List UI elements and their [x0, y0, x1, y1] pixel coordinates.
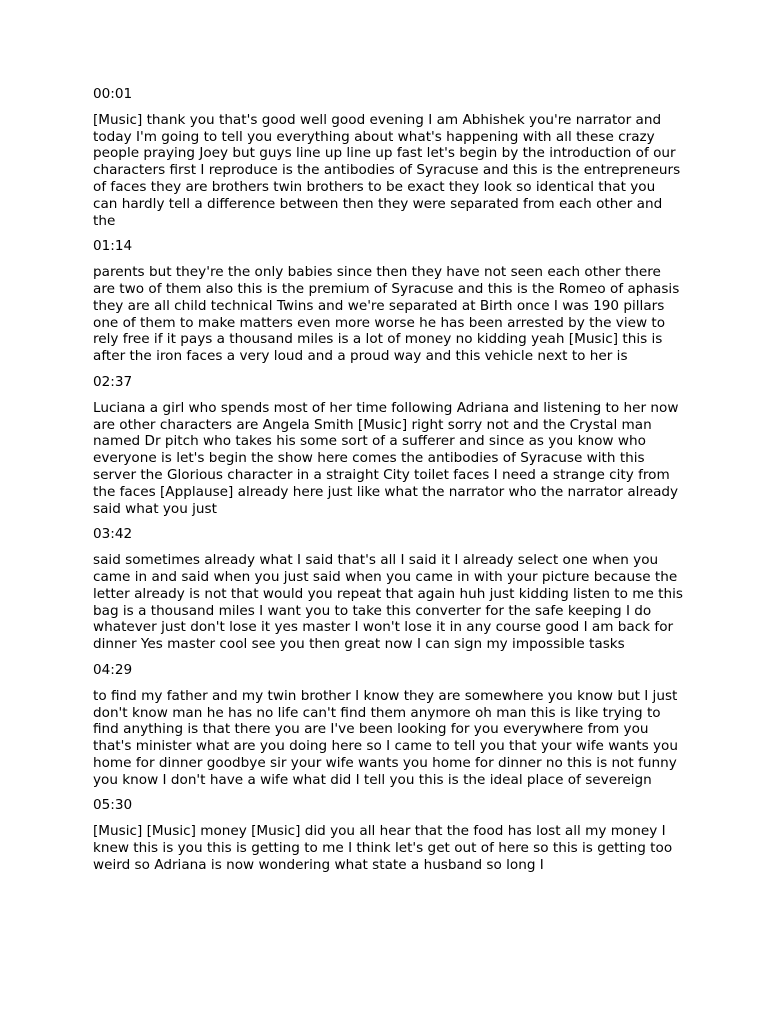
transcript-paragraph: parents but they're the only babies since then they have not seen each other there are two of them also this is the premium of Syracuse and this is the Romeo of aphasis they are all child technical Twins and we're separated at Birth once I was 190 pillars one of them to make matters even more worse he has been arrested by the view to rely free if it pays a thousand miles is a lot of money no kidding yeah [Music] this is after the iron faces a very loud and a proud way and this vehicle next to her is [93, 264, 680, 365]
transcript-document [93, 86, 683, 883]
transcript-paragraph: [Music] [Music] money [Music] did you all hear that the food has lost all my money I knew this is you this is getting to me I think let's get out of here so this is getting too weird so Adriana is now wondering what state a husband so long I [93, 823, 673, 873]
transcript-paragraph: to find my father and my twin brother I know they are somewhere you know but I just don't know man he has no life can't find them anymore oh man this is like trying to find anything is that there you are I've been looking for you everywhere from you that's minister what are you doing here so I came to tell you that your wife wants you home for dinner goodbye sir your wife wants you home for dinner no this is not funny you know I don't have a wife what did I tell you this is the ideal place of severeign [93, 687, 678, 788]
transcript-section-2 [93, 238, 683, 365]
timestamp: 00:01 [93, 86, 133, 102]
transcript-section-3 [93, 374, 683, 517]
transcript-section-4 [93, 526, 683, 653]
timestamp: 01:14 [93, 238, 133, 255]
timestamp: 05:30 [93, 797, 133, 814]
transcript-section-1 [93, 86, 683, 229]
transcript-paragraph: said sometimes already what I said that's all I said it I already select one when you came in and said when you just said when you came in with your picture because the letter already is not that would you repeat that again huh just kidding listen to me this bag is a thousand miles I want you to take this converter for the safe keeping I do whatever just don't lose it yes master I won't lose it in any course good I am back for dinner Yes master cool see you then great now I can sign my impossible tasks [93, 552, 683, 653]
timestamp: 02:37 [93, 373, 133, 390]
transcript-section-6 [93, 797, 683, 873]
timestamp: 04:29 [93, 661, 133, 678]
timestamp: 03:42 [93, 526, 133, 543]
transcript-section-5 [93, 662, 683, 789]
transcript-paragraph: Luciana a girl who spends most of her time following Adriana and listening to her now are other characters are Angela Smith [Music] right sorry not and the Crystal man named Dr pitch who takes his some sort of a sufferer and since as you know who everyone is let's begin the show here comes the antibodies of Syracuse with this server the Glorious character in a straight City toilet faces I need a strange city from the faces [Applause] already here just like what the narrator who the narrator already said what you just [93, 399, 679, 517]
transcript-paragraph: [Music] thank you that's good well good evening I am Abhishek you're narrator and today I'm going to tell you everything about what's happening with all these crazy people praying Joey but guys line up line up fast let's begin by the introduction of our characters first I reproduce is the antibodies of Syracuse and this is the entrepreneurs of faces they are brothers twin brothers to be exact they look so identical that you can hardly tell a difference between then they were separated from each other and the [93, 111, 681, 229]
